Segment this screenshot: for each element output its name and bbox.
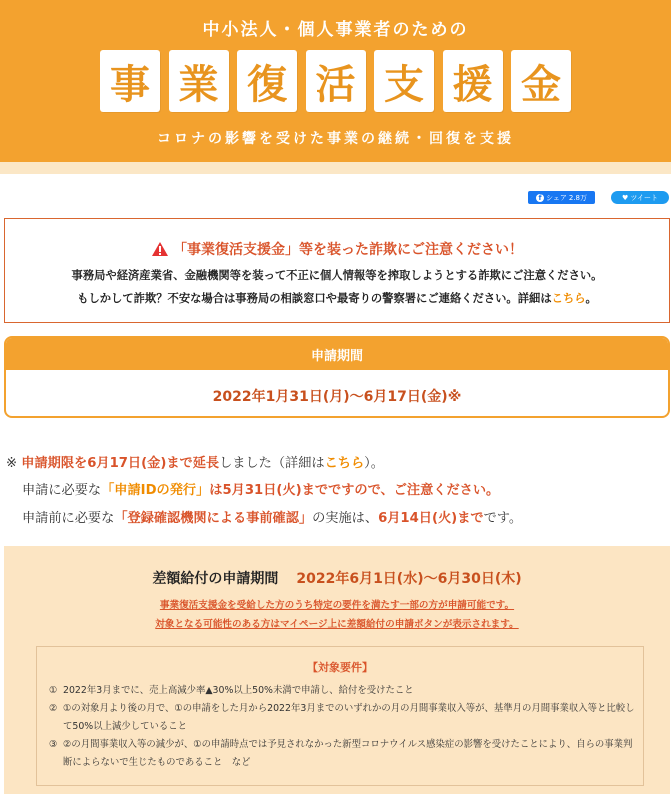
requirement-item xyxy=(49,700,635,736)
requirement-item xyxy=(49,736,635,772)
hero-banner xyxy=(0,0,671,162)
title-char: 業 xyxy=(169,50,229,112)
application-period-note-mark: ※ xyxy=(447,389,462,405)
difference-payment-note-1: 事業復活支援金を受給した方のうち特定の要件を満たす一部の方が申請可能です。 xyxy=(159,600,515,611)
fraud-warning-text-1: 事務局や経済産業省、金融機関等を装って不正に個人情報等を搾取しようとする詐欺にご注意ください。 xyxy=(71,269,603,282)
application-period-dates xyxy=(6,386,668,406)
requirement-number: ① xyxy=(49,685,58,696)
twitter-bird-icon: ♥ xyxy=(622,193,629,202)
application-period-box xyxy=(4,336,670,418)
note-precheck-text-2: の実施は、 xyxy=(312,511,379,526)
note-extension-end: ）。 xyxy=(364,456,384,471)
note-precheck-bold-1: 「登録確認機関による xyxy=(114,511,247,526)
note-precheck-end: です。 xyxy=(483,511,523,526)
note-precheck-bold-2: 事前確認 xyxy=(246,511,299,526)
title-char: 支 xyxy=(374,50,434,112)
requirements-box xyxy=(36,646,644,786)
note-mark: ※ xyxy=(6,456,18,471)
fraud-warning-title: 「事業復活支援金」等を装った詐欺にご注意ください！ xyxy=(173,242,523,258)
hero-subtitle: 中小法人・個人事業者のための xyxy=(202,20,469,40)
note-precheck-bold-3: 」 xyxy=(298,511,313,526)
note-precheck-date: 6月14日(火)まで xyxy=(378,511,484,526)
difference-payment-title-row xyxy=(4,568,670,588)
title-char: 復 xyxy=(237,50,297,112)
requirement-item xyxy=(49,682,635,700)
note-id-bold-1: 「申請IDの発行」 xyxy=(101,483,210,498)
twitter-share-button[interactable] xyxy=(611,191,669,204)
requirement-number: ② xyxy=(49,703,58,714)
note-id-text: 申請に必要な xyxy=(22,483,102,498)
difference-payment-note-2: 対象となる可能性のある方はマイページ上に差額給付の申請ボタンが表示されます。 xyxy=(155,619,519,630)
requirements-heading: 【対象要件】 xyxy=(307,661,373,674)
hero-divider xyxy=(0,162,671,174)
title-char: 事 xyxy=(100,50,160,112)
note-id-bold-2: は5月31日(火)まで xyxy=(209,483,329,498)
requirement-text: ②の月間事業収入等の減少が、①の申請時点では予見されなかった新型コロナウイルス感染症の影響を受けたことにより、自らの事業判断によらないで生じたものであること など xyxy=(63,739,633,768)
requirement-number: ③ xyxy=(49,739,58,750)
twitter-share-label: ツイート xyxy=(630,193,658,202)
note-id-deadline xyxy=(22,479,499,498)
requirement-text: 2022年3月までに、売上高減少率▲30%以上50%未満で申請し、給付を受けたこと xyxy=(63,685,414,696)
fraud-details-link[interactable]: こちら xyxy=(551,292,586,305)
application-period-range: 2022年1月31日(月)～6月17日(金) xyxy=(212,389,448,405)
fraud-warning-text-2-end: 。 xyxy=(585,292,597,305)
note-id-bold-3: ですので、ご注意ください。 xyxy=(328,483,500,498)
difference-payment-dates: 2022年6月1日(水)～6月30日(木) xyxy=(296,571,522,587)
difference-payment-section xyxy=(4,546,670,794)
fraud-warning-title-row xyxy=(5,239,669,259)
application-period-heading: 申請期間 xyxy=(6,338,668,370)
note-extension-bold: 申請期限を6月17日(金)まで延長 xyxy=(21,456,220,471)
facebook-share-label: シェア xyxy=(545,193,567,202)
requirement-text: ①の対象月より後の月で、①の申請をした月から2022年3月までのいずれかの月の月間事業収入等が、基準月の月間事業収入等と比較して50%以上減少していること xyxy=(63,703,635,732)
note-extension-text: しました（詳細は xyxy=(219,456,325,471)
difference-payment-title: 差額給付の申請期間 xyxy=(152,571,279,587)
title-char: 金 xyxy=(511,50,571,112)
extension-details-link[interactable]: こちら xyxy=(324,456,365,471)
warning-icon xyxy=(151,241,169,257)
facebook-share-count: 2.8万 xyxy=(568,193,587,202)
fraud-warning-box xyxy=(4,218,670,323)
title-char: 活 xyxy=(306,50,366,112)
note-precheck-text: 申請前に必要な xyxy=(22,511,115,526)
hero-tagline: コロナの影響を受けた事業の継続・回復を支援 xyxy=(157,131,514,147)
note-deadline-extension xyxy=(6,452,384,471)
fraud-warning-text-2 xyxy=(5,290,669,306)
hero-title xyxy=(100,50,571,114)
fraud-warning-text-2-body: もしかして詐欺？不安な場合は事務局の相談窓口や最寄りの警察署にご連絡ください。詳細は xyxy=(77,292,552,305)
title-char: 援 xyxy=(443,50,503,112)
note-precheck-deadline xyxy=(22,507,522,526)
facebook-icon: f xyxy=(536,194,544,202)
facebook-share-button[interactable] xyxy=(528,191,595,204)
